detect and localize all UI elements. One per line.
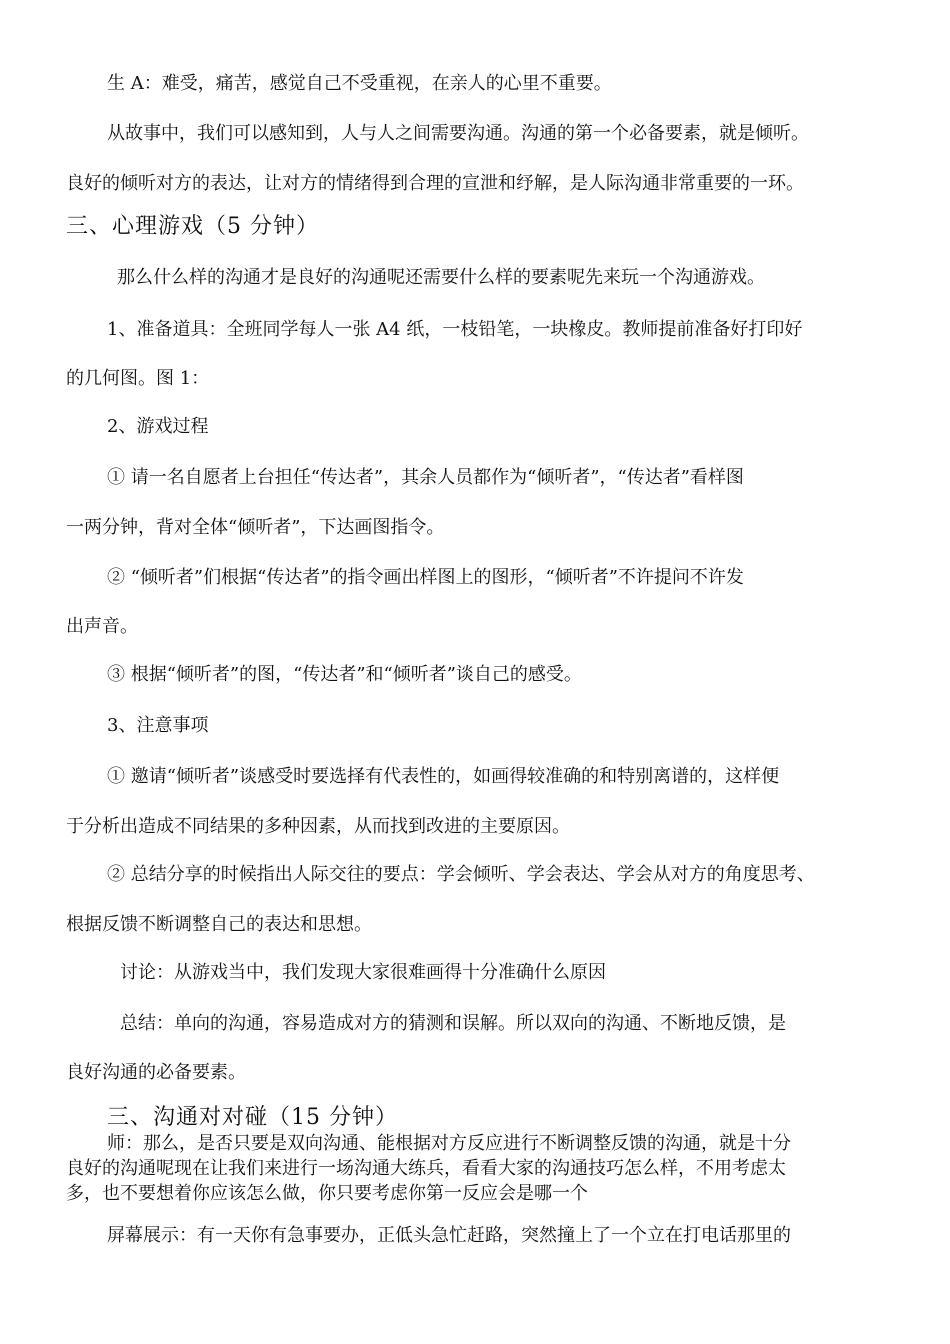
paragraph-line: 讨论：从游戏当中，我们发现大家很难画得十分准确什么原因 <box>120 962 606 983</box>
paragraph-line: ② 总结分享的时候指出人际交往的要点：学会倾听、学会表达、学会从对方的角度思考、 <box>107 864 815 885</box>
paragraph-line: 的几何图。图 1： <box>66 368 210 389</box>
paragraph-line: 多，也不要想着你应该怎么做，你只要考虑你第一反应会是哪一个 <box>66 1183 588 1204</box>
paragraph-line: 那么什么样的沟通才是良好的沟通呢还需要什么样的要素呢先来玩一个沟通游戏。 <box>117 267 765 288</box>
paragraph-line: 于分析出造成不同结果的多种因素，从而找到改进的主要原因。 <box>66 816 570 837</box>
paragraph-line: ② “倾听者”们根据“传达者”的指令画出样图上的图形，“倾听者”不许提问不许发 <box>107 567 744 588</box>
paragraph-line: 良好沟通的必备要素。 <box>66 1062 246 1083</box>
paragraph-line: ③ 根据“倾听者”的图，“传达者”和“倾听者”谈自己的感受。 <box>107 664 582 685</box>
paragraph-line: 根据反馈不断调整自己的表达和思想。 <box>66 914 372 935</box>
paragraph-line: 良好的沟通呢现在让我们来进行一场沟通大练兵，看看大家的沟通技巧怎么样，不用考虑太 <box>66 1158 786 1179</box>
paragraph-line: 屏幕展示：有一天你有急事要办，正低头急忙赶路，突然撞上了一个立在打电话那里的 <box>107 1225 791 1246</box>
subheading: 2、游戏过程 <box>107 416 209 437</box>
paragraph-line: ① 邀请“倾听者”谈感受时要选择有代表性的，如画得较准确的和特别离谱的，这样便 <box>107 766 780 787</box>
subheading: 3、注意事项 <box>107 715 209 736</box>
paragraph-line: 1、准备道具：全班同学每人一张 A4 纸，一枝铅笔，一块橡皮。教师提前准备好打印好 <box>107 319 803 340</box>
paragraph-line: 师：那么，是否只要是双向沟通、能根据对方反应进行不断调整反馈的沟通，就是十分 <box>107 1133 791 1154</box>
paragraph-line: 良好的倾听对方的表达，让对方的情绪得到合理的宣泄和纾解，是人际沟通非常重要的一环。 <box>66 173 804 194</box>
paragraph-line: 生 A：难受，痛苦，感觉自己不受重视，在亲人的心里不重要。 <box>107 73 612 94</box>
paragraph-line: 出声音。 <box>66 616 138 637</box>
section-heading: 三、沟通对对碰（15 分钟） <box>107 1105 398 1130</box>
paragraph-line: 总结：单向的沟通，容易造成对方的猜测和误解。所以双向的沟通、不断地反馈，是 <box>120 1013 786 1034</box>
section-heading: 三、心理游戏（5 分钟） <box>66 214 319 239</box>
paragraph-line: 从故事中，我们可以感知到，人与人之间需要沟通。沟通的第一个必备要素，就是倾听。 <box>107 123 809 144</box>
paragraph-line: ① 请一名自愿者上台担任“传达者”，其余人员都作为“倾听者”，“传达者”看样图 <box>107 467 744 488</box>
paragraph-line: 一两分钟，背对全体“倾听者”，下达画图指令。 <box>66 517 445 538</box>
